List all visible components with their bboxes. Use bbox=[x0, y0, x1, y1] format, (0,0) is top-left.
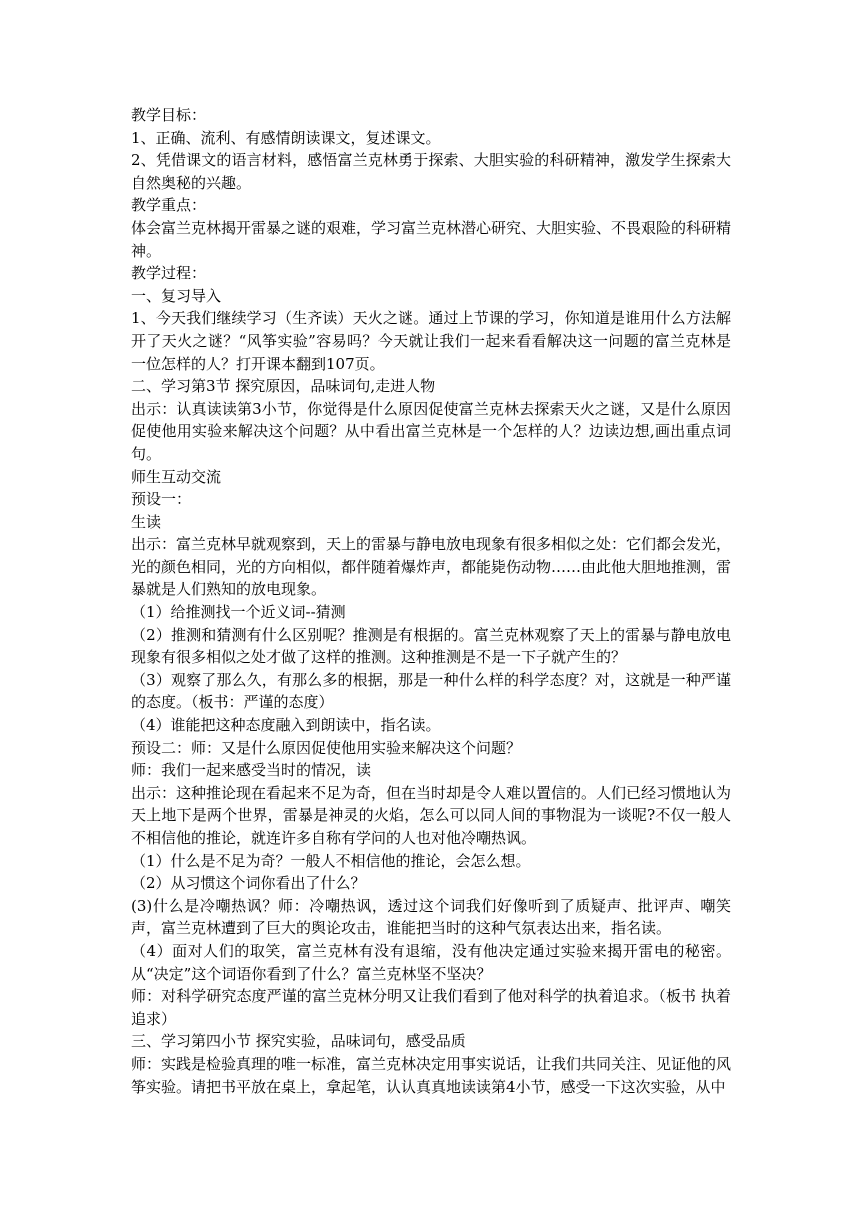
paragraph: 三、学习第四小节 探究实验，品味词句，感受品质 bbox=[131, 1032, 466, 1051]
paragraph: （3）观察了那么久，有那么多的根据，那是一种什么样的科学态度？对，这就是一种严谨的态度。（板书：严谨的态度） bbox=[131, 670, 731, 712]
paragraph: 一、复习导入 bbox=[131, 286, 222, 305]
paragraph: 师：对科学研究态度严谨的富兰克林分明又让我们看到了他对科学的执着追求。（板书 执着追求） bbox=[131, 987, 731, 1028]
paragraph: 1、正确、流利、有感情朗读课文，复述课文。 bbox=[131, 128, 441, 147]
paragraph: 二、学习第3节 探究原因，品味词句,走进人物 bbox=[131, 377, 436, 396]
paragraph: 2、凭借课文的语言材料，感悟富兰克林勇于探索、大胆实验的科研精神，激发学生探索大自然奥秘的兴趣。 bbox=[131, 151, 731, 192]
paragraph: 预设二：师：又是什么原因促使他用实验来解决这个问题？ bbox=[131, 738, 522, 757]
paragraph: (3)什么是冷嘲热讽？师：冷嘲热讽，透过这个词我们好像听到了质疑声、批评声、嘲笑声，富兰克林遭到了巨大的舆论攻击，谁能把当时的这种气氛表达出来，指名读。 bbox=[131, 896, 731, 938]
paragraph: （4）谁能把这种态度融入到朗读中，指名读。 bbox=[131, 716, 441, 735]
paragraph: 预设一： bbox=[131, 490, 192, 509]
paragraph: 教学重点： bbox=[131, 196, 207, 215]
paragraph: （2）推测和猜测有什么区别呢？推测是有根据的。富兰克林观察了天上的雷暴与静电放电现象有很多相似之处才做了这样的推测。这种推测是不是一下子就产生的？ bbox=[131, 625, 731, 667]
paragraph: 教学过程： bbox=[131, 264, 207, 283]
paragraph: 生读 bbox=[131, 512, 162, 531]
paragraph: 师：我们一起来感受当时的情况，读 bbox=[131, 761, 372, 780]
paragraph: 出示：认真读读第3小节，你觉得是什么原因促使富兰克林去探索天火之谜，又是什么原因促使他用实验来解决这个问题？从中看出富兰克林是一个怎样的人？边读边想,画出重点词句。 bbox=[131, 399, 731, 463]
paragraph: （1）给推测找一个近义词--猜测 bbox=[131, 603, 346, 622]
paragraph: （4）面对人们的取笑，富兰克林有没有退缩，没有他决定通过实验来揭开雷电的秘密。从“决定”这个词语你看到了什么？富兰克林坚不坚决？ bbox=[131, 941, 731, 983]
paragraph: 出示：富兰克林早就观察到，天上的雷暴与静电放电现象有很多相似之处：它们都会发光，光的颜色相同，光的方向相似，都伴随着爆炸声，都能毙伤动物……由此他大胆地推测，雷暴就是人们熟知的放电现象。 bbox=[131, 535, 732, 599]
paragraph: 体会富兰克林揭开雷暴之谜的艰难，学习富兰克林潜心研究、大胆实验、不畏艰险的科研精神。 bbox=[131, 218, 732, 260]
paragraph: 师生互动交流 bbox=[131, 467, 222, 486]
paragraph: （2）从习惯这个词你看出了什么？ bbox=[131, 874, 366, 893]
paragraph: 1、今天我们继续学习（生齐读）天火之谜。通过上节课的学习，你知道是谁用什么方法解开了天火之谜？“风筝实验”容易吗？今天就让我们一起来看看解决这一问题的富兰克林是一位怎样的人？打开课本翻到107页。 bbox=[131, 309, 731, 373]
paragraph: （1）什么是不足为奇？一般人不相信他的推论，会怎么想。 bbox=[131, 851, 531, 870]
paragraph: 教学目标： bbox=[131, 106, 207, 124]
document-body bbox=[131, 104, 731, 1098]
paragraph: 师：实践是检验真理的唯一标准，富兰克林决定用事实说话，让我们共同关注、见证他的风筝实验。请把书平放在桌上，拿起笔，认认真真地读读第4小节，感受一下这次实验，从中 bbox=[131, 1054, 732, 1096]
paragraph: 出示：这种推论现在看起来不足为奇，但在当时却是令人难以置信的。人们已经习惯地认为天上地下是两个世界，雷暴是神灵的火焰，怎么可以同人间的事物混为一谈呢?不仅一般人不相信他的推论，就连许多自称有学问的人也对他冷嘲热讽。 bbox=[131, 783, 732, 847]
